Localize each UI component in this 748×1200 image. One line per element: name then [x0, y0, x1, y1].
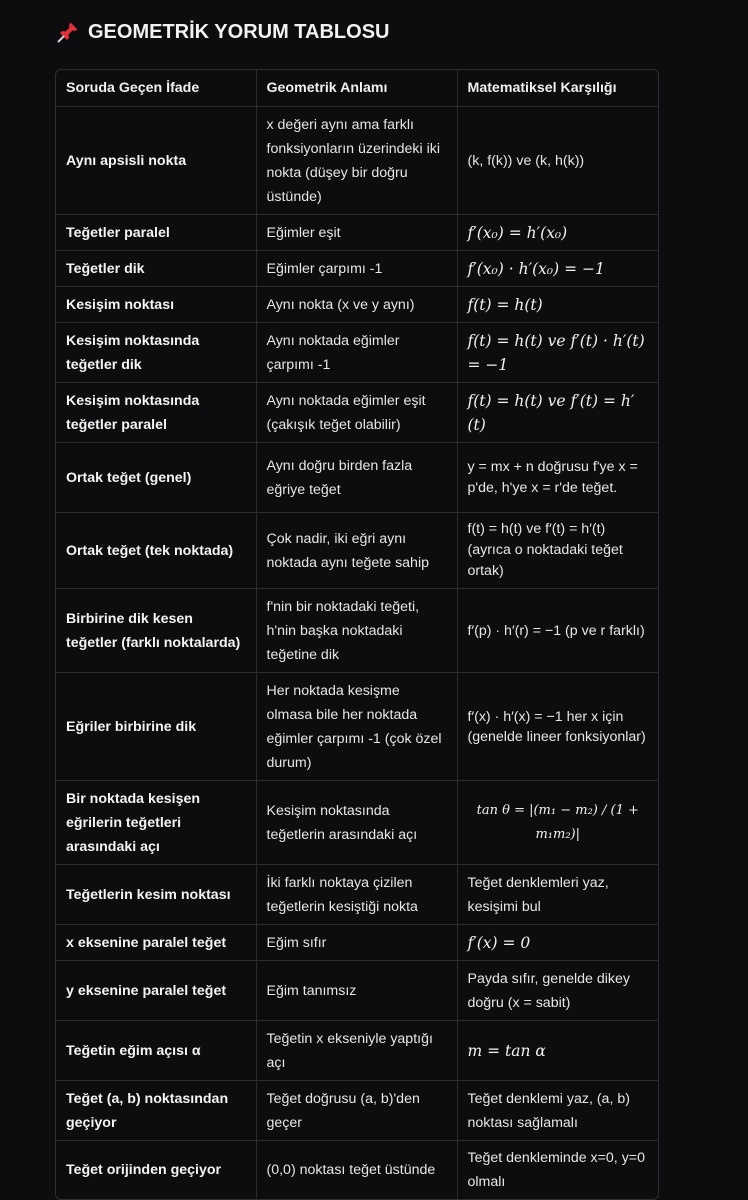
row-expression: Teğetlerin kesim noktası: [56, 865, 256, 925]
row-expression: Teğetin eğim açısı α: [56, 1021, 256, 1081]
table-row: [56, 1141, 658, 1199]
title-text: GEOMETRİK YORUM TABLOSU: [88, 20, 390, 43]
row-expression: Teğetler paralel: [56, 215, 256, 251]
table-row: [56, 589, 658, 673]
table-row: [56, 323, 658, 383]
pushpin-icon: [56, 20, 80, 44]
row-geometric: Her noktada kesişme olmasa bile her noktada eğimler çarpımı -1 (çok özel durum): [256, 673, 457, 781]
geometry-table: [55, 69, 659, 1200]
table-row: [56, 1021, 658, 1081]
row-math: f(t) = h(t) ve f′(t) = h′(t): [457, 383, 658, 443]
row-expression: Kesişim noktası: [56, 287, 256, 323]
row-geometric: Teğet doğrusu (a, b)'den geçer: [256, 1081, 457, 1141]
row-math: y = mx + n doğrusu f'ye x = p'de, h'ye x = r'de teğet.: [457, 443, 658, 513]
table-row: [56, 287, 658, 323]
row-expression: Aynı apsisli nokta: [56, 107, 256, 215]
row-geometric: f'nin bir noktadaki teğeti, h'nin başka noktadaki teğetine dik: [256, 589, 457, 673]
row-expression: Kesişim noktasında teğetler dik: [56, 323, 256, 383]
row-math: f(t) = h(t): [457, 287, 658, 323]
row-geometric: İki farklı noktaya çizilen teğetlerin kesiştiği nokta: [256, 865, 457, 925]
row-math: m = tan α: [457, 1021, 658, 1081]
row-geometric: Aynı noktada eğimler çarpımı -1: [256, 323, 457, 383]
table-row: [56, 961, 658, 1021]
row-expression: Bir noktada kesişen eğrilerin teğetleri arasındaki açı: [56, 781, 256, 865]
row-math: f′(x) · h′(x) = −1 her x için (genelde lineer fonksiyonlar): [457, 673, 658, 781]
row-geometric: Teğetin x ekseniyle yaptığı açı: [256, 1021, 457, 1081]
row-geometric: (0,0) noktası teğet üstünde: [256, 1141, 457, 1199]
row-math: Teğet denkleminde x=0, y=0 olmalı: [457, 1141, 658, 1199]
table-row: [56, 865, 658, 925]
table-row: [56, 673, 658, 781]
page-title: [56, 20, 389, 44]
table-row: [56, 251, 658, 287]
row-geometric: Aynı nokta (x ve y aynı): [256, 287, 457, 323]
row-geometric: x değeri aynı ama farklı fonksiyonların üzerindeki iki nokta (düşey bir doğru üstünde): [256, 107, 457, 215]
row-math: f′(x) = 0: [457, 925, 658, 961]
row-geometric: Eğim sıfır: [256, 925, 457, 961]
row-expression: Teğet (a, b) noktasından geçiyor: [56, 1081, 256, 1141]
row-expression: y eksenine paralel teğet: [56, 961, 256, 1021]
table-row: [56, 215, 658, 251]
row-expression: Eğriler birbirine dik: [56, 673, 256, 781]
row-math: Payda sıfır, genelde dikey doğru (x = sabit): [457, 961, 658, 1021]
table-row: [56, 781, 658, 865]
table-row: [56, 443, 658, 513]
row-math: f(t) = h(t) ve f′(t) · h′(t) = −1: [457, 323, 658, 383]
table-header-row: [56, 70, 658, 107]
row-geometric: Eğimler çarpımı -1: [256, 251, 457, 287]
row-geometric: Eğimler eşit: [256, 215, 457, 251]
row-math: f′(p) · h′(r) = −1 (p ve r farklı): [457, 589, 658, 673]
row-math: Teğet denklemi yaz, (a, b) noktası sağlamalı: [457, 1081, 658, 1141]
row-expression: Ortak teğet (tek noktada): [56, 513, 256, 589]
table-row: [56, 383, 658, 443]
row-geometric: Çok nadir, iki eğri aynı noktada aynı teğete sahip: [256, 513, 457, 589]
row-expression: Teğetler dik: [56, 251, 256, 287]
table-row: [56, 925, 658, 961]
row-math: (k, f(k)) ve (k, h(k)): [457, 107, 658, 215]
row-math: tan θ = |(m₁ − m₂) / (1 + m₁m₂)|: [457, 781, 658, 865]
row-geometric: Eğim tanımsız: [256, 961, 457, 1021]
row-math: Teğet denklemleri yaz, kesişimi bul: [457, 865, 658, 925]
header-expression: Soruda Geçen İfade: [56, 70, 256, 107]
table-row: [56, 1081, 658, 1141]
row-expression: Kesişim noktasında teğetler paralel: [56, 383, 256, 443]
row-geometric: Aynı doğru birden fazla eğriye teğet: [256, 443, 457, 513]
row-geometric: Kesişim noktasında teğetlerin arasındaki açı: [256, 781, 457, 865]
header-math: Matematiksel Karşılığı: [457, 70, 658, 107]
row-math: f′(x₀) · h′(x₀) = −1: [457, 251, 658, 287]
header-geometric: Geometrik Anlamı: [256, 70, 457, 107]
row-expression: Teğet orijinden geçiyor: [56, 1141, 256, 1199]
row-math: f(t) = h(t) ve f′(t) = h′(t) (ayrıca o noktadaki teğet ortak): [457, 513, 658, 589]
table-row: [56, 513, 658, 589]
table-row: [56, 107, 658, 215]
row-expression: Birbirine dik kesen teğetler (farklı noktalarda): [56, 589, 256, 673]
row-expression: x eksenine paralel teğet: [56, 925, 256, 961]
row-expression: Ortak teğet (genel): [56, 443, 256, 513]
row-math: f′(x₀) = h′(x₀): [457, 215, 658, 251]
row-geometric: Aynı noktada eğimler eşit (çakışık teğet olabilir): [256, 383, 457, 443]
